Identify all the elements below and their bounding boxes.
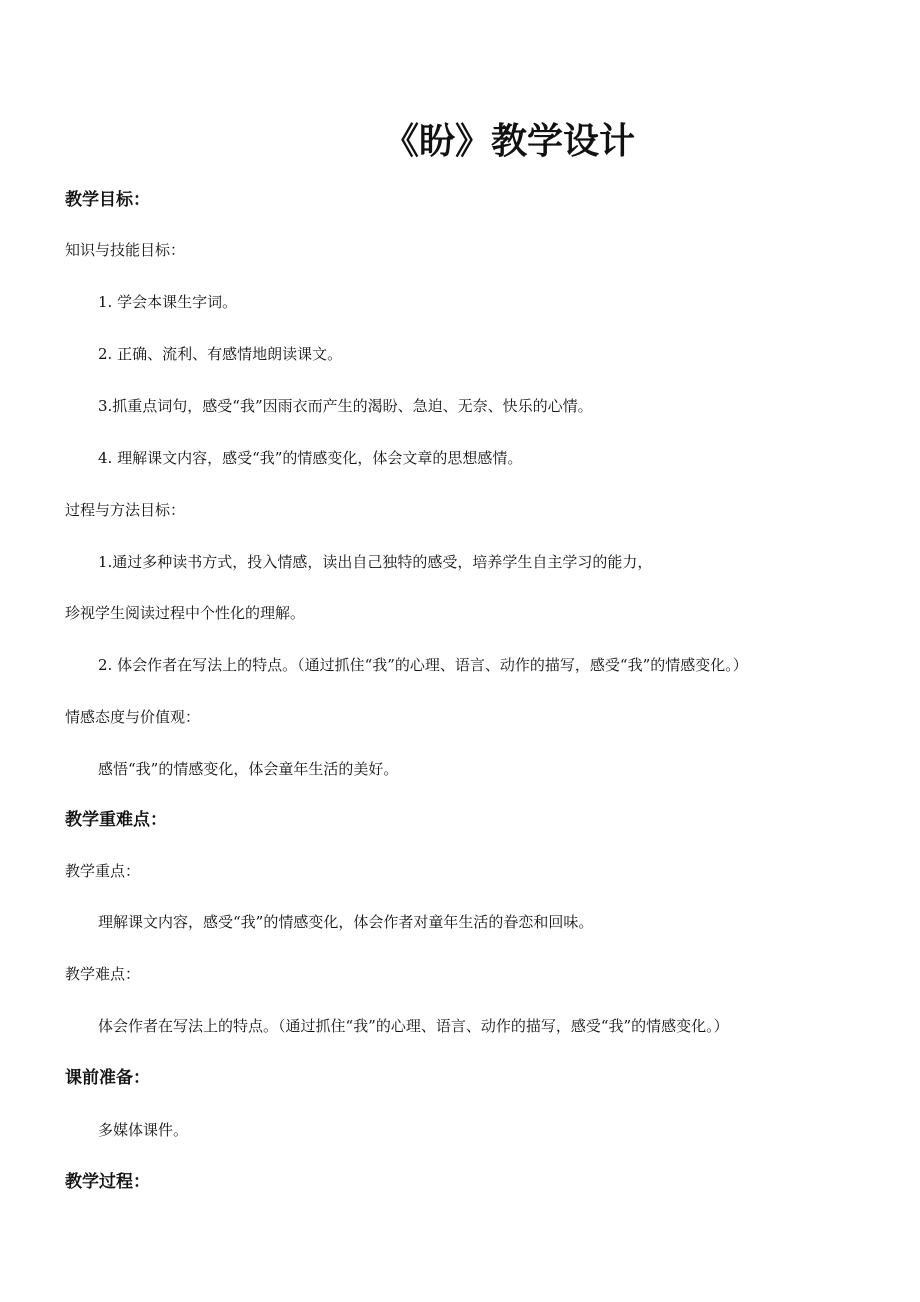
knowledge-item: 2. 正确、流利、有感情地朗读课文。	[98, 345, 343, 363]
process-label: 过程与方法目标：	[65, 501, 186, 519]
preparation-text: 多媒体课件。	[98, 1121, 189, 1139]
process-heading: 教学过程：	[65, 1172, 150, 1192]
process-item: 1.通过多种读书方式，投入情感，读出自己独特的感受，培养学生自主学习的能力，	[98, 553, 653, 571]
document-title: 《盼》教学设计	[383, 121, 636, 162]
objectives-heading: 教学目标：	[65, 190, 150, 210]
process-item: 2. 体会作者在写法上的特点。（通过抓住“我”的心理、语言、动作的描写，感受“我”的情感变化。）	[98, 656, 748, 674]
difficulty-text: 体会作者在写法上的特点。（通过抓住“我”的心理、语言、动作的描写，感受“我”的情感变化。）	[98, 1017, 729, 1035]
knowledge-item: 1. 学会本课生字词。	[98, 293, 238, 311]
knowledge-item: 3.抓重点词句，感受“我”因雨衣而产生的渴盼、急迫、无奈、快乐的心情。	[98, 397, 593, 415]
process-item-continuation: 珍视学生阅读过程中个性化的理解。	[65, 604, 306, 622]
knowledge-label: 知识与技能目标：	[65, 241, 186, 259]
knowledge-item: 4. 理解课文内容，感受“我”的情感变化，体会文章的思想感情。	[98, 449, 523, 467]
emotion-label: 情感态度与价值观：	[65, 708, 201, 726]
preparation-heading: 课前准备：	[65, 1068, 150, 1088]
emotion-item: 感悟“我”的情感变化，体会童年生活的美好。	[98, 760, 399, 778]
key-points-heading: 教学重难点：	[65, 810, 167, 830]
difficulty-label: 教学难点：	[65, 965, 141, 983]
focus-text: 理解课文内容，感受“我”的情感变化，体会作者对童年生活的眷恋和回味。	[98, 913, 594, 931]
focus-label: 教学重点：	[65, 862, 141, 880]
